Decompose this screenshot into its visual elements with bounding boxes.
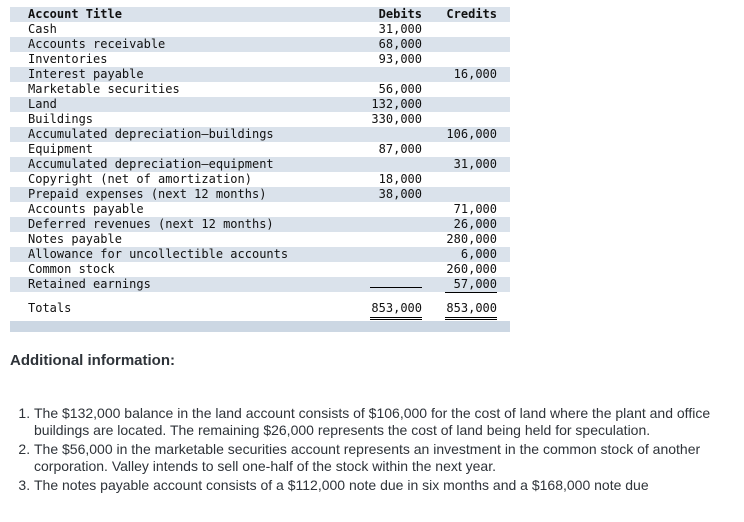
credit-value: 280,000 <box>446 232 497 246</box>
debit-cell <box>360 187 435 202</box>
debit-value <box>370 287 422 288</box>
credit-value: 106,000 <box>446 127 497 141</box>
table-row-cash <box>10 22 510 37</box>
credit-value: 26,000 <box>453 217 497 231</box>
credit-cell <box>435 202 510 217</box>
table-row-marketable-securities <box>10 82 510 97</box>
account-title-cell: Accumulated depreciation—equipment <box>28 157 274 171</box>
totals-debit-value: 853,000 <box>370 299 422 320</box>
debit-cell <box>360 277 435 292</box>
table-row-common-stock <box>10 262 510 277</box>
account-title-cell: Retained earnings <box>28 277 151 291</box>
totals-row <box>10 299 510 317</box>
additional-info-item-3: 3. The notes payable account consists of a $112,000 note due in six months and a $168,000 note due <box>34 477 728 494</box>
column-header-credits <box>435 7 510 22</box>
account-title-cell: Copyright (net of amortization) <box>28 172 252 186</box>
table-header-row <box>10 7 510 22</box>
account-title-cell: Marketable securities <box>28 82 180 96</box>
credit-cell <box>435 217 510 232</box>
debit-cell <box>360 142 435 157</box>
account-title-cell: Prepaid expenses (next 12 months) <box>28 187 267 201</box>
credit-cell <box>435 127 510 142</box>
totals-credit-value: 853,000 <box>445 299 497 320</box>
table-footer-bar <box>10 321 510 332</box>
credit-cell <box>435 247 510 262</box>
credit-cell <box>435 157 510 172</box>
account-title-cell: Cash <box>28 22 57 36</box>
table-spacer-row <box>10 292 510 299</box>
table-row-notes-payable <box>10 232 510 247</box>
debit-value: 93,000 <box>378 52 422 66</box>
account-title-cell: Land <box>28 97 57 111</box>
debit-value: 132,000 <box>371 97 422 111</box>
credit-cell <box>435 187 510 202</box>
debit-value: 330,000 <box>371 112 422 126</box>
credits-header-label: Credits <box>446 7 497 21</box>
debit-cell <box>360 202 435 217</box>
debit-value: 31,000 <box>378 22 422 36</box>
totals-debit-cell <box>360 299 435 317</box>
credit-cell <box>435 142 510 157</box>
credit-value: 16,000 <box>453 67 497 81</box>
table-row-prepaid-expenses <box>10 187 510 202</box>
credit-cell <box>435 112 510 127</box>
credit-cell <box>435 232 510 247</box>
debit-cell <box>360 217 435 232</box>
totals-credit-cell <box>435 299 510 317</box>
debit-cell <box>360 172 435 187</box>
trial-balance-table <box>10 7 510 332</box>
credit-cell <box>435 82 510 97</box>
debit-cell <box>360 22 435 37</box>
additional-information-section <box>10 352 728 494</box>
additional-info-item-2: 2. The $56,000 in the marketable securities account represents an investment in the common stock of another corporation. Valley intends to sell one-half of the stock within the next year. <box>34 441 728 474</box>
debit-cell <box>360 82 435 97</box>
table-row-deferred-revenues <box>10 217 510 232</box>
account-title-cell: Notes payable <box>28 232 122 246</box>
credit-cell <box>435 172 510 187</box>
credit-cell <box>435 52 510 67</box>
table-row-accumulated-depreciation-equipment <box>10 157 510 172</box>
additional-info-heading: Additional information: <box>10 352 175 369</box>
account-title-cell: Common stock <box>28 262 115 276</box>
account-title-cell: Buildings <box>28 112 94 126</box>
account-title-cell: Accounts receivable <box>28 37 166 51</box>
debit-value: 38,000 <box>378 187 422 201</box>
debit-cell <box>360 97 435 112</box>
table-row-accounts-payable <box>10 202 510 217</box>
account-title-cell: Accumulated depreciation—buildings <box>28 127 274 141</box>
debit-cell <box>360 127 435 142</box>
debit-cell <box>360 67 435 82</box>
table-row-accounts-receivable <box>10 37 510 52</box>
account-title-cell: Interest payable <box>28 67 144 81</box>
debits-header-label: Debits <box>378 7 422 21</box>
credit-cell <box>435 67 510 82</box>
debit-value: 56,000 <box>378 82 422 96</box>
additional-info-item-1: 1. The $132,000 balance in the land account consists of $106,000 for the cost of land where the plant and office buildings are located. The remaining $26,000 represents the cost of land being held for speculation. <box>34 405 728 438</box>
table-row-equipment <box>10 142 510 157</box>
credit-value: 260,000 <box>446 262 497 276</box>
table-row-retained-earnings <box>10 277 510 292</box>
debit-cell <box>360 232 435 247</box>
credit-value: 31,000 <box>453 157 497 171</box>
credit-value: 6,000 <box>460 247 497 261</box>
account-title-cell: Equipment <box>28 142 94 156</box>
credit-value: 71,000 <box>453 202 497 216</box>
debit-cell <box>360 262 435 277</box>
debit-cell <box>360 157 435 172</box>
debit-cell <box>360 37 435 52</box>
debit-value: 68,000 <box>378 37 422 51</box>
debit-value: 18,000 <box>378 172 422 186</box>
additional-info-list <box>10 405 728 494</box>
totals-label: Totals <box>28 301 72 315</box>
credit-cell <box>435 97 510 112</box>
credit-cell <box>435 262 510 277</box>
table-row-accumulated-depreciation-buildings <box>10 127 510 142</box>
credit-cell <box>435 37 510 52</box>
credit-value: 57,000 <box>445 277 497 293</box>
account-title-cell: Allowance for uncollectible accounts <box>28 247 289 261</box>
worksheet-page <box>0 7 744 494</box>
debit-cell <box>360 52 435 67</box>
debit-cell <box>360 112 435 127</box>
credit-cell <box>435 277 510 292</box>
credit-cell <box>435 22 510 37</box>
debit-cell <box>360 247 435 262</box>
table-row-interest-payable <box>10 67 510 82</box>
table-row-inventories <box>10 52 510 67</box>
table-row-copyright <box>10 172 510 187</box>
debit-value: 87,000 <box>378 142 422 156</box>
account-title-cell: Deferred revenues (next 12 months) <box>28 217 274 231</box>
column-header-debits <box>360 7 435 22</box>
account-title-cell: Inventories <box>28 52 108 66</box>
table-row-buildings <box>10 112 510 127</box>
column-header-account-title: Account Title <box>28 7 122 21</box>
table-row-allowance-uncollectible <box>10 247 510 262</box>
account-title-cell: Accounts payable <box>28 202 144 216</box>
table-row-land <box>10 97 510 112</box>
